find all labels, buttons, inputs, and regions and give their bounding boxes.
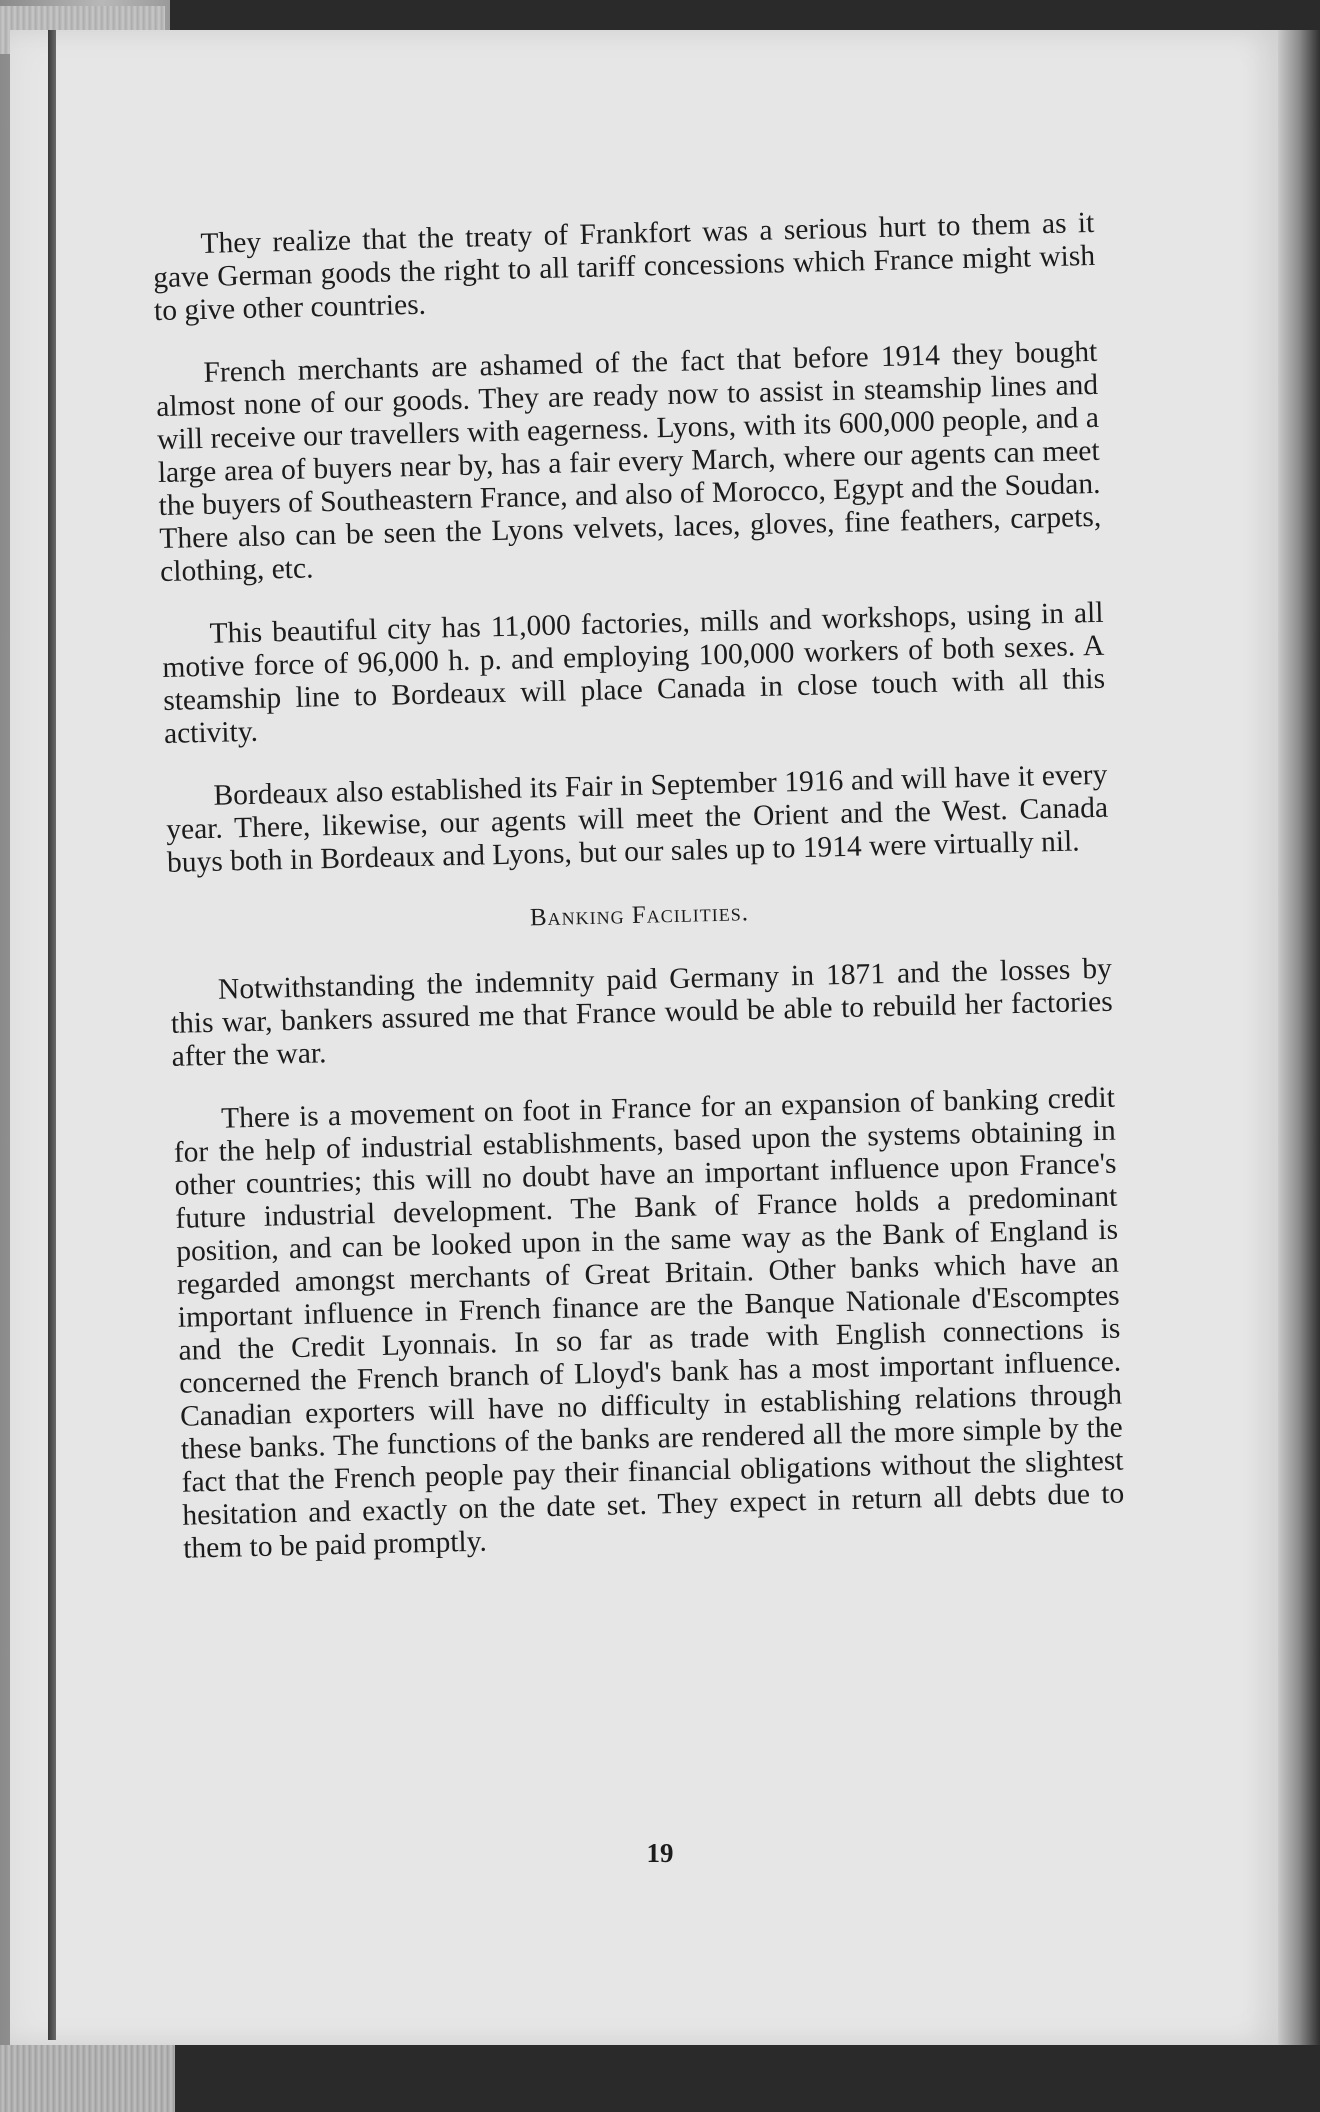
paragraph-lyons-factories: This beautiful city has 11,000 factories, mills and workshops, using in all motive force of 96,000 h. p. and employing 100,000 workers of both sexes. A steamship line to Bordeaux will place Canada in close touch with all this activity. bbox=[162, 596, 1106, 750]
book-spine bbox=[48, 30, 56, 2040]
page-text bbox=[152, 207, 1126, 1596]
page-number: 19 bbox=[646, 1838, 674, 1868]
paragraph-banking-credit: There is a movement on foot in France for an expansion of banking credit for the help of industrial establishments, based upon the systems obtaining in other countries; this will no doubt have an important influence upon France's future industrial development. The Bank of France holds a predominant position, and can be looked upon in the same way as the Bank of England is regarded amongst merchants of Great Britain. Other banks which have an important influence in French finance are the Banque Nationale d'Escomptes and the Credit Lyonnais. In so far as trade with English connections is concerned the French branch of Lloyd's bank has a most important influence. Canadian exporters will have no difficulty in establishing relations through these banks. The functions of the banks are rendered all the more simple by the fact that the French people pay their financial obligations without the slightest hesitation and exactly on the date set. They expect in return all debts due to them to be paid promptly. bbox=[173, 1081, 1125, 1565]
section-heading: Banking Facilities. bbox=[529, 899, 750, 932]
paragraph-indemnity: Notwithstanding the indemnity paid Germany in 1871 and the losses by this war, bankers assured me that France would be able to rebuild her factories after the war. bbox=[170, 952, 1113, 1073]
facing-page-bottom-edge bbox=[0, 2045, 175, 2112]
paragraph-french-merchants: French merchants are ashamed of the fact that before 1914 they bought almost none of our goods. They are ready now to assist in steamship lines and will receive our travellers with eagerness. Lyons, with its 600,000 people, and a large area of buyers near by, has a fair every March, where our agents can meet the buyers of Southeastern France, and also of Morocco, Egypt and the Soudan. There also can be seen the Lyons velvets, laces, gloves, fine feathers, carpets, clothing, etc. bbox=[155, 335, 1102, 588]
paragraph-frankfort-treaty: They realize that the treaty of Frankfort was a serious hurt to them as it gave German goods the right to all tariff concessions which France might wish to give other countries. bbox=[152, 206, 1096, 328]
page-right-edge bbox=[1278, 30, 1320, 2045]
paragraph-bordeaux-fair: Bordeaux also established its Fair in September 1916 and will have it every year. There, likewise, our agents will meet the Orient and the West. Canada buys both in Bordeaux and Lyons, but our sales up to 1914 were virtually nil. bbox=[165, 758, 1109, 879]
